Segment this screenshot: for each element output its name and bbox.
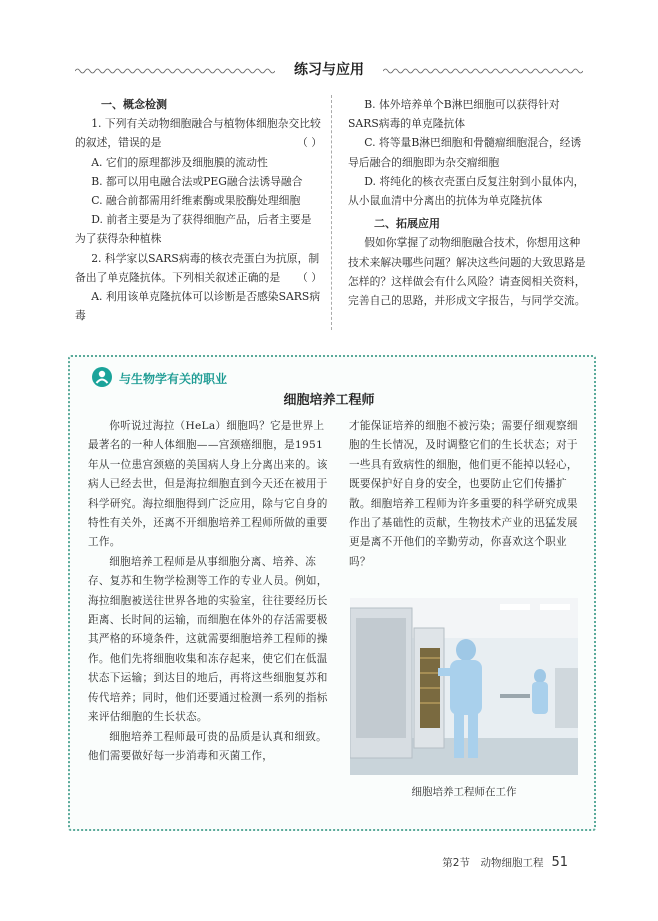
- extension-text: 假如你掌握了动物细胞融合技术，你想用这种技术来解决哪些问题？解决这些问题的大致思路是怎样的？这样做会有什么风险？请查阅相关资料，完善自己的思路，并形成文字报告，与同学交流。: [348, 236, 586, 308]
- exercise-left-column: [75, 95, 322, 325]
- section-title: 练习与应用: [0, 59, 658, 79]
- person-icon: [92, 367, 112, 387]
- answer-blank: （ ）: [296, 270, 322, 284]
- lab-photo: [350, 598, 578, 775]
- q2-option-d: D. 将纯化的核衣壳蛋白反复注射到小鼠体内，从小鼠血清中分离出的抗体为单克隆抗体: [348, 174, 585, 208]
- career-title: 细胞培养工程师: [283, 393, 375, 408]
- page-footer: [442, 855, 568, 870]
- extension-heading: 二、拓展应用: [374, 217, 440, 231]
- column-divider: [331, 95, 332, 330]
- career-paragraph-4: 才能保证培养的细胞不被污染；需要仔细观察细胞的生长情况，及时调整它们的生长状态；对于一些具有致病性的细胞，他们更不能掉以轻心，既要保护好自身的安全，也要防止它们传播扩散。细胞培养工程师为许多重要的科学研究成果作出了基础性的贡献，生物技术产业的迅猛发展更是离不开他们的辛勤劳动，你喜欢这个职业吗？: [349, 420, 578, 568]
- q1-option-a: A. 它们的原理都涉及细胞膜的流动性: [91, 155, 268, 169]
- page-number: 51: [551, 855, 568, 870]
- q1-option-c: C. 融合前都需用纤维素酶或果胶酶处理细胞: [91, 194, 301, 208]
- q2-option-b: B. 体外培养单个B淋巴细胞可以获得针对SARS病毒的单克隆抗体: [348, 98, 560, 131]
- q1-option-b: B. 都可以用电融合法或PEG融合法诱导融合: [91, 174, 303, 188]
- career-right-column: [349, 417, 579, 572]
- question-2: 2. 科学家以SARS病毒的核衣壳蛋白为抗原，制备出了单克隆抗体。下列相关叙述正确的是 （ ）: [75, 249, 322, 287]
- career-left-column: [88, 417, 332, 766]
- career-paragraph-1: 你听说过海拉（HeLa）细胞吗？它是世界上最著名的一种人体细胞——宫颈癌细胞，是1951年从一位患宫颈癌的美国病人身上分离出来的。该病人已经去世，但是海拉细胞直到今天还在被用于科学研究。海拉细胞得到广泛应用，除与它自身的特性有关外，还离不开细胞培养工程师所做的重要工作。: [88, 420, 328, 549]
- photo-caption: 细胞培养工程师在工作: [411, 786, 517, 798]
- q1-option-d: D. 前者主要是为了获得细胞产品，后者主要是为了获得杂种植株: [75, 213, 312, 246]
- career-paragraph-2: 细胞培养工程师是从事细胞分离、培养、冻存、复苏和生物学检测等工作的专业人员。例如，海拉细胞被送往世界各地的实验室，往往要经历长距离、长时间的运输，而细胞在体外的存活需要极其严格的环境条件，这就需要细胞培养工程师的操作。他们先将细胞收集和冻存起来，使它们在低温状态下运输；到达目的地后，再将这些细胞复苏和传代培养；同时，他们还要通过检测一系列的指标来评估细胞的生长状态。: [88, 555, 328, 724]
- question-1: 1. 下列有关动物细胞融合与植物体细胞杂交比较的叙述，错误的是 （ ）: [75, 114, 322, 152]
- footer-section: 第2节 动物细胞工程: [442, 857, 544, 869]
- answer-blank: （ ）: [296, 136, 322, 150]
- concept-check-heading: 一、概念检测: [101, 98, 167, 111]
- career-category: 与生物学有关的职业: [119, 372, 228, 386]
- q2-option-a: A. 利用该单克隆抗体可以诊断是否感染SARS病毒: [75, 290, 321, 323]
- q2-option-c: C. 将等量B淋巴细胞和骨髓瘤细胞混合，经诱导后融合的细胞即为杂交瘤细胞: [348, 136, 582, 169]
- exercise-right-column: [348, 95, 588, 310]
- career-paragraph-3: 细胞培养工程师最可贵的品质是认真和细致。他们需要做好每一步消毒和灭菌工作，: [88, 730, 328, 762]
